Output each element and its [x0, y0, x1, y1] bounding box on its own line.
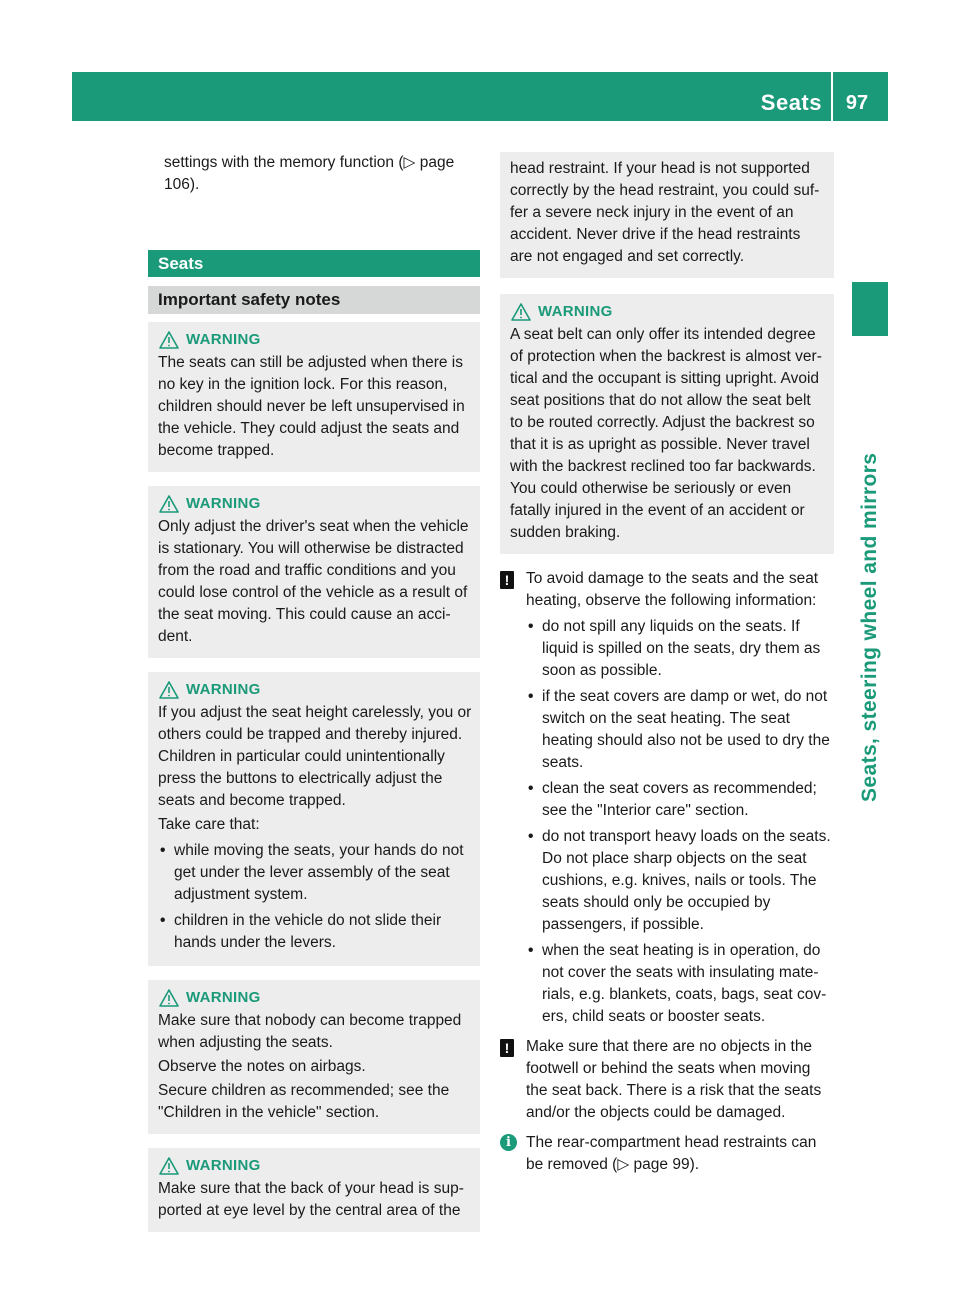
list-item-text: if the seat covers are damp or wet, do not switch on the seat heating. The seat heating should also not be used to dry the seats. — [542, 688, 830, 771]
warning-header — [158, 328, 472, 352]
list-item: • if the seat covers are damp or wet, do not switch on the seat heating. The seat heating should also not be used to dry the seats. — [528, 688, 830, 771]
warning-text: Secure children as recommended; see the "Children in the vehicle" section. — [158, 1082, 450, 1121]
info-note — [500, 1132, 834, 1176]
list-item-text: children in the vehicle do not slide their hands under the levers. — [174, 912, 442, 951]
warning-box — [148, 322, 480, 472]
header-divider — [831, 72, 833, 121]
warning-text: A seat belt can only offer its intended degree of protection when the backrest is almost ver-tical and the occupant is sitting upright. Avoid seat positions that do not allow the seat belt to be routed correctly. Adjust the backrest so that it is as upright as possible. Never travel with the backrest reclined too far backwards. You could otherwise be seriously or even fatally injured in the event of an accident or sudden braking. — [510, 326, 822, 541]
warning-text: If you adjust the seat height carelessly, you or others could be trapped and thereby injured. Children in particular could unintentionally press the buttons to electrically adjust the seats and become trapped. — [158, 704, 472, 809]
warning-header — [158, 492, 472, 516]
list-item: • children in the vehicle do not slide their hands under the levers. — [160, 912, 442, 951]
warning-box — [148, 672, 480, 966]
warning-triangle-icon — [158, 494, 180, 514]
list-item-text: when the seat heating is in operation, do not cover the seats with insulating mate-rials, e.g. blankets, coats, bags, seat cov-ers, child seats or booster seats. — [542, 942, 827, 1025]
subsection-title: Important safety notes — [148, 286, 480, 314]
list-item-text: while moving the seats, your hands do not get under the lever assembly of the seat adjustment system. — [174, 842, 464, 903]
warning-box-continued — [500, 152, 834, 278]
warning-triangle-icon — [510, 302, 532, 322]
warning-text: Only adjust the driver's seat when the vehicle is stationary. You will otherwise be distracted from the road and traffic conditions and you could lose control of the vehicle as a result of the seat moving. This could cause an acci-dent. — [158, 518, 469, 645]
warning-text: Observe the notes on airbags. — [158, 1058, 366, 1075]
warning-text: head restraint. If your head is not supported correctly by the head restraint, you could suf-fer a severe neck injury in the event of an accident. Never drive if the head restraints are not engaged and set correctly. — [510, 160, 820, 265]
caution-note — [500, 568, 834, 1028]
warning-title: WARNING — [186, 495, 261, 512]
header-title: Seats — [760, 90, 822, 115]
list-item: • when the seat heating is in operation, do not cover the seats with insulating mate-rials, e.g. blankets, coats, bags, seat cov-ers, child seats or booster seats. — [528, 942, 827, 1025]
side-tab-label: Seats, steering wheel and mirrors — [858, 452, 881, 802]
warning-header — [510, 300, 826, 324]
warning-header — [158, 986, 472, 1010]
list-item-text: do not transport heavy loads on the seats. Do not place sharp objects on the seat cushions, e.g. knives, nails or tools. The seats should only be occupied by passengers, if possible. — [542, 828, 831, 933]
info-icon: i — [500, 1134, 517, 1151]
warning-title: WARNING — [186, 989, 261, 1006]
left-column — [148, 152, 480, 1246]
warning-triangle-icon — [158, 330, 180, 350]
list-item: • do not transport heavy loads on the seats. Do not place sharp objects on the seat cushions, e.g. knives, nails or tools. The seats should only be occupied by passengers, if possible. — [528, 828, 831, 933]
exclamation-icon: ! — [500, 1039, 514, 1057]
warning-title: WARNING — [538, 303, 613, 320]
warning-triangle-icon — [158, 988, 180, 1008]
warning-text: Make sure that the back of your head is sup-ported at eye level by the central area of the — [158, 1180, 464, 1219]
note-text: To avoid damage to the seats and the seat heating, observe the following information: — [526, 570, 819, 609]
caution-note — [500, 1036, 834, 1124]
list-item: • clean the seat covers as recommended; see the "Interior care" section. — [528, 780, 817, 819]
warning-text: The seats can still be adjusted when there is no key in the ignition lock. For this reason, children should never be left unsupervised in the vehicle. They could adjust the seats and become trapped. — [158, 354, 465, 459]
list-item: • while moving the seats, your hands do not get under the lever assembly of the seat adjustment system. — [160, 842, 464, 903]
note-text: Make sure that there are no objects in the footwell or behind the seats when moving the seat back. There is a risk that the seats and/or the objects could be damaged. — [526, 1038, 822, 1121]
bullet-list — [526, 616, 834, 1028]
warning-triangle-icon — [158, 680, 180, 700]
bullet-list — [158, 840, 472, 954]
exclamation-icon: ! — [500, 571, 514, 589]
side-tab-marker — [852, 282, 888, 336]
page-number: 97 — [845, 92, 869, 114]
warning-box — [148, 1148, 480, 1232]
page-header — [72, 72, 888, 121]
right-column — [500, 152, 834, 1184]
list-item: • do not spill any liquids on the seats. If liquid is spilled on the seats, dry them as soon as possible. — [528, 618, 821, 679]
warning-header — [158, 678, 472, 702]
warning-box — [148, 486, 480, 658]
warning-title: WARNING — [186, 681, 261, 698]
warning-text: Make sure that nobody can become trapped when adjusting the seats. — [158, 1012, 462, 1051]
list-item-text: clean the seat covers as recommended; see the "Interior care" section. — [542, 780, 817, 819]
warning-title: WARNING — [186, 331, 261, 348]
info-text: The rear-compartment head restraints can be removed (▷ page 99). — [526, 1134, 817, 1173]
warning-triangle-icon — [158, 1156, 180, 1176]
intro-paragraph: settings with the memory function (▷ page 106). — [164, 154, 455, 193]
warning-title: WARNING — [186, 1157, 261, 1174]
warning-box — [500, 294, 834, 554]
warning-header — [158, 1154, 472, 1178]
section-title: Seats — [148, 250, 480, 277]
list-item-text: do not spill any liquids on the seats. If liquid is spilled on the seats, dry them as soon as possible. — [542, 618, 821, 679]
warning-box — [148, 980, 480, 1134]
warning-text: Take care that: — [158, 816, 260, 833]
